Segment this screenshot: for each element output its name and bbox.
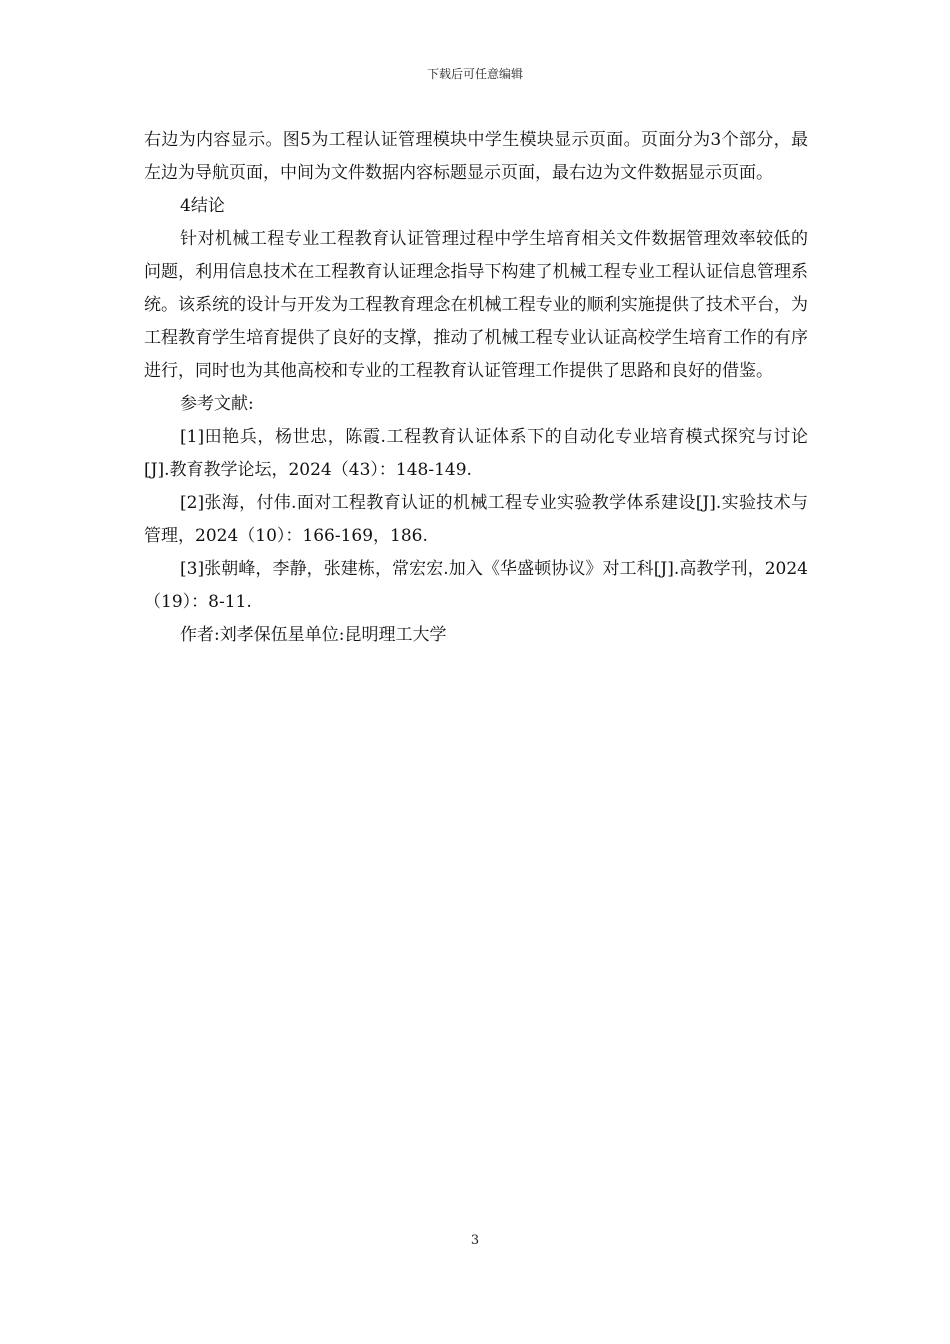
document-body [144,124,808,652]
references-heading: 参考文献: [180,394,254,414]
reference-item: [3]张朝峰，李静，张建栋，常宏宏.加入《华盛顿协议》对工科[J].高教学刊，2024（19）：8-11. [144,559,808,612]
page-number: 3 [470,1233,480,1248]
page-header: 下载后可任意编辑 [426,67,523,81]
author-line: 作者:刘孝保伍星单位:昆明理工大学 [180,625,447,645]
reference-item: [1]田艳兵，杨世忠，陈霞.工程教育认证体系下的自动化专业培育模式探究与讨论[J].教育教学论坛，2024（43）：148-149. [144,427,808,480]
intro-paragraph: 右边为内容显示。图5为工程认证管理模块中学生模块显示页面。页面分为3个部分，最左边为导航页面，中间为文件数据内容标题显示页面，最右边为文件数据显示页面。 [144,130,808,183]
conclusion-paragraph: 针对机械工程专业工程教育认证管理过程中学生培育相关文件数据管理效率较低的问题，利用信息技术在工程教育认证理念指导下构建了机械工程专业工程认证信息管理系统。该系统的设计与开发为工程教育理念在机械工程专业的顺利实施提供了技术平台，为工程教育学生培育提供了良好的支撑，推动了机械工程专业认证高校学生培育工作的有序进行，同时也为其他高校和专业的工程教育认证管理工作提供了思路和良好的借鉴。 [144,229,808,381]
conclusion-heading: 4结论 [180,196,225,216]
reference-item: [2]张海，付伟.面对工程教育认证的机械工程专业实验教学体系建设[J].实验技术与管理，2024（10）：166-169，186. [144,493,808,546]
